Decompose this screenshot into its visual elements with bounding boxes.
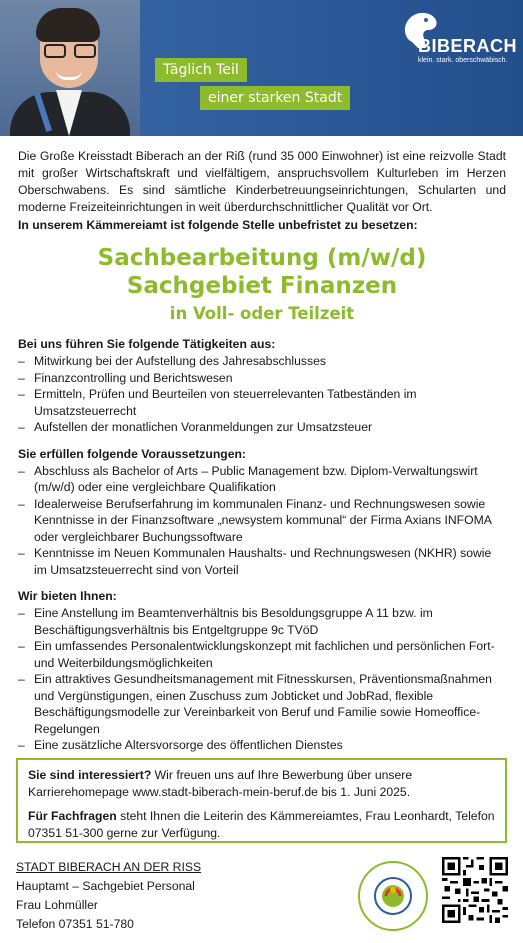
qr-code-icon (442, 857, 508, 923)
list-item: – Finanzcontrolling und Berichtswesen (18, 370, 233, 385)
section-heading: Bei uns führen Sie folgende Tätigkeiten aus: (18, 337, 276, 351)
slogan-line-1: Täglich Teil (155, 58, 247, 82)
logo-name: BIBERACH (418, 36, 518, 56)
section-tasks (18, 336, 506, 436)
family-friendly-seal-icon (357, 860, 429, 932)
slogan-line-2: einer starken Stadt (200, 86, 350, 110)
list-item: – Ein attraktives Gesundheitsmanagement mit Fitnesskursen, Präventionsmaßnahmen und Vergünstigungen, einen Zuschuss zum Jobticket und JobRad, flexible Beschäftigungsmodelle zur Vereinbarkeit von Beruf und Familie sowie Homeoffice-Regelungen (18, 672, 492, 736)
list-item: – Ein umfassendes Personalentwicklungskonzept mit fachlichen und persönlichen Fort- und Weiterbildungsmöglichkeiten (18, 639, 495, 670)
job-employment-type: in Voll- oder Teilzeit (169, 304, 355, 323)
job-ad-content (18, 148, 506, 754)
footer-phone: Telefon 07351 51-780 (16, 917, 134, 931)
list-item: – Idealerweise Berufserfahrung im kommunalen Finanz- und Rechnungswesen sowie Kenntnisse in der Finanzsoftware „newsystem kommunal“ der Firma Axians INFOMA oder vergleichbarer Buchungssoftware (18, 496, 492, 544)
lead-sentence: In unserem Kämmereiamt ist folgende Stelle unbefristet zu besetzen: (18, 218, 418, 232)
list-item: – Ermitteln, Prüfen und Beurteilen von steuerrelevanten Tatbeständen im Umsatzsteuerrecht (18, 387, 417, 418)
header-banner (0, 0, 523, 136)
logo-tagline: klein. stark. oberschwäbisch. (418, 57, 508, 64)
footer-dept: Hauptamt – Sachgebiet Personal (16, 879, 195, 893)
intro-paragraph: Die Große Kreisstadt Biberach an der Riß (rund 35 000 Einwohner) ist eine reizvolle Stadt mit großer Wirtschaftskraft und vielfältigem, anspruchsvollem Kulturleben im Herzen Oberschwabens. Es sind sämtliche Kinderbetreuungseinrichtungen, Schularten und moderne Freizeiteinrichtungen in weit überdurchschnittlicher Qualität vor Ort. (18, 149, 506, 214)
list-item: – Aufstellen der monatlichen Voranmeldungen zur Umsatzsteuer (18, 420, 373, 434)
job-title: Sachbearbeitung (m/w/d) (97, 245, 427, 271)
section-requirements (18, 446, 506, 579)
footer-person: Frau Lohmüller (16, 898, 98, 912)
footer-org: STADT BIBERACH AN DER RISS (16, 860, 202, 874)
list-item: – Eine Anstellung im Beamtenverhältnis bis Besoldungsgruppe A 11 bzw. im Beschäftigungsverhältnis bis Entgeltgruppe 9c TVöD (18, 606, 433, 637)
list-item: – Abschluss als Bachelor of Arts – Public Management bzw. Diplom-Verwaltungswirt (m/w/d) oder eine vergleichbare Qualifikation (18, 463, 478, 494)
footer-address (16, 858, 201, 934)
contact-box (16, 758, 507, 843)
section-heading: Wir bieten Ihnen: (18, 589, 117, 603)
questions-info: Für Fachfragen steht Ihnen die Leiterin des Kämmereiamtes, Frau Leonhardt, Telefon 07351 51-300 gerne zur Verfügung. (28, 809, 495, 840)
list-item: – Eine zusätzliche Altersvorsorge des öffentlichen Dienstes (18, 738, 343, 752)
job-title-block (18, 244, 506, 326)
list-item: – Mitwirkung bei der Aufstellung des Jahresabschlusses (18, 354, 326, 368)
list-item: – Kenntnisse im Neuen Kommunalen Haushalts- und Rechnungswesen (NKHR) sowie im Umsatzsteuerrecht sind von Vorteil (18, 546, 492, 577)
person-photo (0, 0, 140, 136)
application-info: Sie sind interessiert? Wir freuen uns auf Ihre Bewerbung über unsere Karrierehomepage www.stadt-biberach-mein-beruf.de bis 1. Juni 2025. (28, 768, 413, 799)
section-benefits (18, 588, 506, 754)
job-department: Sachgebiet Finanzen (126, 273, 398, 299)
section-heading: Sie erfüllen folgende Voraussetzungen: (18, 446, 246, 461)
